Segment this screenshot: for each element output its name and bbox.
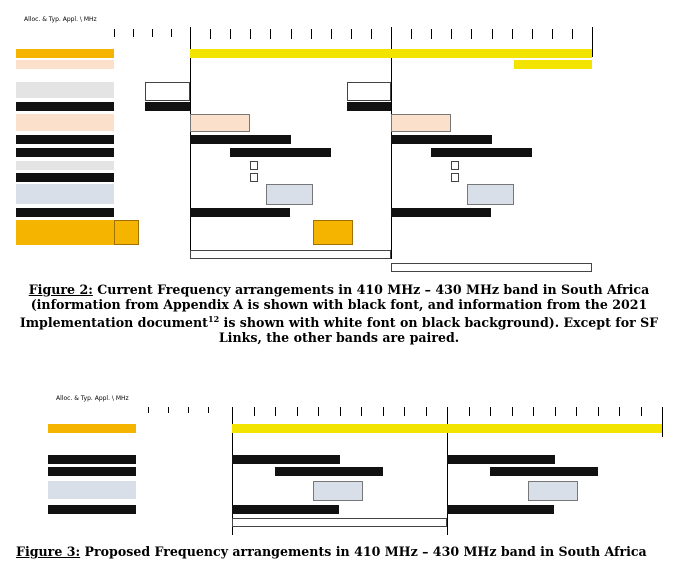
row-bg-band87 — [48, 455, 136, 464]
row-bg-single-frequency — [16, 60, 114, 69]
figure-3 — [0, 380, 678, 580]
tetra-mtx-bar — [232, 505, 339, 514]
figure-3-caption — [16, 544, 678, 559]
row-bg-band87 — [16, 135, 114, 144]
row-bg-band88 — [48, 467, 136, 476]
tick-mark — [451, 29, 452, 39]
fixed-links-mtx-bar — [114, 220, 139, 245]
row-bg-mobile — [16, 82, 114, 98]
tick-mark — [171, 29, 172, 37]
band87-btx-bar — [391, 135, 492, 144]
trunking-mtx-bar — [313, 481, 363, 501]
tick-mark — [533, 407, 534, 416]
tick-mark — [371, 29, 372, 39]
tick-mark — [471, 29, 472, 39]
tetra-mtx-bar — [190, 208, 290, 217]
row-bg-government — [48, 424, 136, 433]
figure-3-caption-text: Proposed Frequency arrangements in 410 MHz – 430 MHz band in South Africa — [80, 544, 647, 559]
figure-3-header-label: Alloc. & Typ. Appl. \ MHz — [56, 395, 129, 402]
row-bg-digital-trunking — [48, 481, 136, 499]
mobile-mtx-bar — [145, 82, 190, 101]
figure-2-caption — [0, 282, 678, 345]
axis-line-430 — [662, 407, 663, 437]
tick-mark — [133, 29, 134, 37]
band87-mtx-bar — [190, 135, 291, 144]
mobile-btx-bar — [347, 82, 391, 101]
tetra-btx-bar — [447, 505, 554, 514]
tick-mark — [208, 407, 209, 413]
tick-mark — [331, 29, 332, 39]
tetra-btx-bar — [391, 208, 491, 217]
row-bg-band88 — [16, 148, 114, 157]
tick-mark — [275, 407, 276, 416]
tick-mark — [351, 29, 352, 39]
figure-3-caption-prefix: Figure 3: — [16, 544, 81, 559]
tick-mark — [555, 407, 556, 416]
sf-band-bar — [514, 60, 592, 69]
tick-mark — [572, 29, 573, 39]
tick-mark — [270, 29, 271, 39]
tick-mark — [148, 407, 149, 413]
tick-mark — [340, 407, 341, 416]
trunking-mtx-bar — [266, 184, 313, 205]
figure-2-caption-text: Current Frequency arrangements in 410 MHz – 430 MHz band in South Africa (information from Appendix A is shown with black font, and information from the 2021 Implementation document — [19, 282, 650, 331]
tick-mark — [576, 407, 577, 416]
axis-line-430 — [592, 27, 593, 57]
tick-mark — [532, 29, 533, 39]
figure-2-header-label: Alloc. & Typ. Appl. \ MHz — [24, 16, 97, 23]
tick-mark — [512, 407, 513, 416]
tick-mark — [490, 407, 491, 416]
saps-mtx-bar — [145, 102, 190, 111]
row-bg-wbs — [16, 173, 114, 182]
tick-mark — [318, 407, 319, 416]
row-bg-digital-trunked — [16, 114, 114, 131]
row-bg-mobile-data — [16, 161, 114, 170]
row-bg-tetra — [16, 208, 114, 217]
space-research-bar — [190, 250, 391, 259]
tick-mark — [311, 29, 312, 39]
tick-mark — [552, 29, 553, 39]
tick-mark — [188, 407, 189, 413]
row-bg-digital-trunking — [16, 184, 114, 204]
tick-mark — [361, 407, 362, 416]
tick-mark — [168, 407, 169, 413]
trunked-mtx-bar — [190, 114, 250, 132]
tick-mark — [404, 407, 405, 416]
tick-mark — [426, 407, 427, 416]
trunking-btx-bar — [528, 481, 578, 501]
fixed-links-btx-bar — [313, 220, 354, 245]
tick-mark — [210, 29, 211, 39]
band88-mtx-bar — [275, 467, 383, 476]
figure-2-caption-text2: is shown with white font on black background). Except for SF Links, the other bands are paired. — [218, 315, 659, 346]
tick-mark — [512, 29, 513, 39]
band87-btx-bar — [447, 455, 555, 464]
tick-mark — [383, 407, 384, 416]
tick-mark — [598, 407, 599, 416]
band88-mtx-bar — [230, 148, 331, 157]
mobile-data-btx-bar — [451, 161, 459, 170]
row-bg-tetra — [48, 505, 136, 514]
government-band-bar — [190, 49, 592, 58]
trunking-btx-bar — [467, 184, 514, 205]
wbs-btx-bar — [451, 173, 459, 182]
tick-mark — [230, 29, 231, 39]
tick-mark — [469, 407, 470, 416]
tick-mark — [641, 407, 642, 416]
saps-btx-bar — [347, 102, 391, 111]
band88-btx-bar — [490, 467, 598, 476]
row-bg-fixed-links — [16, 220, 114, 245]
figure-2-caption-prefix: Figure 2: — [28, 282, 93, 297]
radiolocation-bar — [391, 263, 592, 272]
tick-mark — [291, 29, 292, 39]
tick-mark — [492, 29, 493, 39]
wbs-mtx-bar — [250, 173, 258, 182]
mobile-data-mtx-bar — [250, 161, 258, 170]
space-research-bar — [232, 518, 447, 527]
row-bg-government — [16, 49, 114, 58]
government-band-bar — [232, 424, 662, 433]
tick-mark — [254, 407, 255, 416]
band87-mtx-bar — [232, 455, 340, 464]
row-bg-saps — [16, 102, 114, 111]
tick-mark — [411, 29, 412, 39]
figure-2-caption-sup: 12 — [208, 314, 220, 324]
tick-mark — [114, 29, 115, 37]
tick-mark — [619, 407, 620, 416]
tick-mark — [250, 29, 251, 39]
band88-btx-bar — [431, 148, 532, 157]
tick-mark — [152, 29, 153, 37]
tick-mark — [297, 407, 298, 416]
tick-mark — [431, 29, 432, 39]
trunked-btx-bar — [391, 114, 451, 132]
